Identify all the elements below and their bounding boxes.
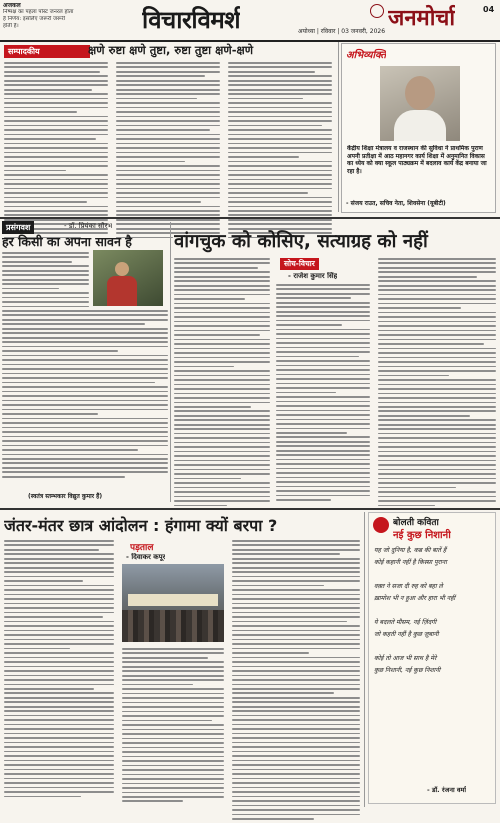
speaker-photo — [380, 66, 460, 141]
bottom-text-col-1 — [4, 540, 114, 800]
brand-logo — [370, 4, 384, 18]
editorial-text-col-1 — [4, 62, 108, 241]
column-divider — [364, 512, 365, 807]
poem-label: बोलती कविता — [393, 518, 439, 528]
masthead-small-label: अजकल — [3, 2, 21, 9]
poem-text: यह जो दुनिया है, कब्र की बातें हैं कोई कहानी नहीं है किस्सा पुराना वक़्त ने सजा दी रुह को बहा ले ख़ामोश भी न हुआ और हारा भी नहीं ये बदलते मौसम, नई ज़िंदगी जो कहती नहीं है कुछ ज़ुबानी कोई तो आज भी साथ है मेरे कुछ निशानी, नई कुछ निशानी — [374, 547, 456, 674]
newspaper-brand: जनमोर्चा — [388, 5, 456, 31]
masthead-title: विचारविमर्श — [142, 5, 241, 34]
editorial-headline: क्षणे रुष्टा क्षणे तुष्टा, रुष्टा तुष्टा क्षणे-क्षणे — [88, 43, 254, 57]
feature-text-col-1 — [2, 252, 89, 310]
opinion-section-label: अभिव्यक्ति — [346, 50, 387, 61]
bottom-photo-label: पड़ताल — [130, 543, 154, 553]
feature-author: - डॉ. प्रियंका सौरभ — [64, 222, 113, 230]
editorial-section-label: सम्पादकीय — [4, 45, 90, 58]
main-text-col-2 — [276, 284, 370, 504]
subsection-label: सोच-विचार — [280, 258, 319, 270]
bottom-headline: जंतर-मंतर छात्र आंदोलन : हंगामा क्यों बरपा ? — [4, 516, 278, 535]
editorial-text-col-3 — [228, 62, 332, 241]
main-text-col-1 — [174, 258, 270, 509]
feature-footnote: (स्वतंत्र स्तम्भकार विद्युत कुमार हैं) — [28, 493, 103, 500]
feature-section-label: प्रसंगवश — [2, 221, 34, 234]
main-text-col-3 — [378, 258, 496, 509]
masthead — [0, 0, 500, 42]
main-headline: वांगचुक को कोसिए, सत्याग्रह को नहीं — [174, 231, 428, 252]
bottom-text-col-2 — [122, 648, 224, 805]
column-divider — [338, 42, 339, 212]
opinion-attribution: - संजय राउत, सचिव नेता, शिवसेना (यूबीटी) — [346, 200, 446, 207]
protest-photo — [122, 564, 224, 642]
bottom-text-col-3 — [232, 540, 360, 823]
editorial-text-col-2 — [116, 62, 220, 241]
bottom-author: - दिवाकर कपूर — [126, 553, 166, 561]
poet-name: - डॉ. रंजना वर्मा — [427, 786, 467, 794]
section-rule — [0, 217, 500, 219]
opinion-box — [341, 43, 496, 213]
poem-icon — [373, 517, 389, 533]
column-divider — [170, 222, 171, 502]
section-rule — [0, 508, 500, 510]
feature-text-full — [2, 310, 168, 480]
masthead-date: अयोध्या | रविवार | 03 जनवरी, 2026 — [298, 28, 386, 35]
feature-headline: हर किसी का अपना सावन है — [2, 234, 132, 249]
opinion-quote: केंद्रीय शिक्षा मंत्रालय व राजस्थान की सुविधा ने प्राथमिक पुराण अपनी प्रतीक्षा में आठ महानगर कार्य शिक्षा में अनुमानित विकास का ध्येय को क्या स्कूल पाठ्यक्रम में बदलाव कार्य केंद्र बनाया जा रहा है। — [347, 145, 487, 175]
poem-box — [368, 512, 496, 804]
poem-title: नई कुछ निशानी — [393, 530, 451, 541]
main-author: - राजेश कुमार सिंह — [288, 272, 338, 280]
masthead-left-note: निष्पक्ष का पहला पोस्ट जनरल होता है निर्णय: इसलिए जरूरी जरूरी होती है। — [3, 9, 74, 29]
feature-photo — [93, 250, 163, 306]
page-number: 04 — [483, 5, 495, 14]
